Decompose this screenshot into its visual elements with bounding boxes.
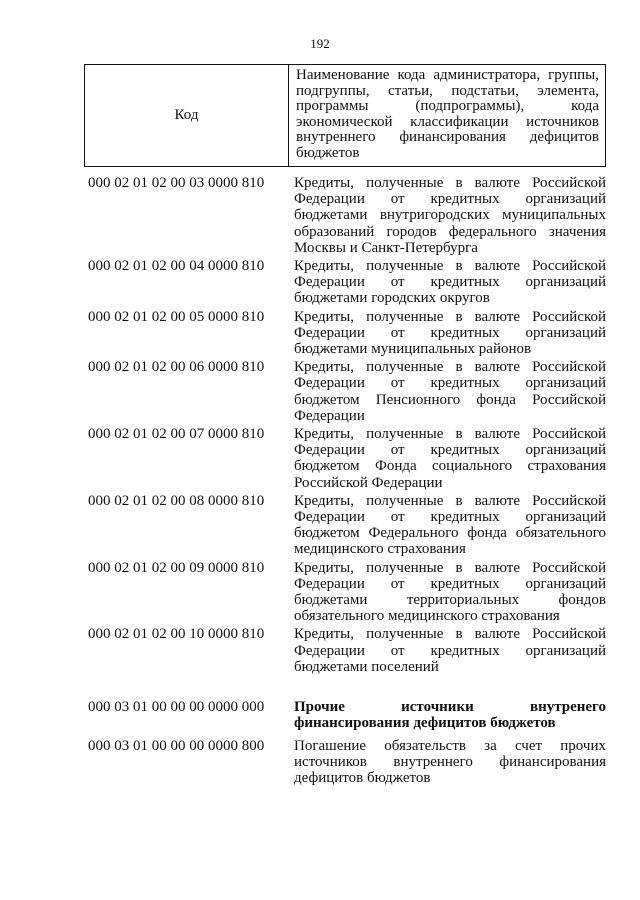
- table-row: [84, 426, 606, 491]
- row-name: Кредиты, полученные в валюте Российской Федерации от кредитных организаций бюджетом Фонда социального страхования Российской Федерации: [294, 426, 606, 491]
- row-name: Кредиты, полученные в валюте Российской Федерации от кредитных организаций бюджетами городских округов: [294, 258, 606, 307]
- table-row: [84, 699, 606, 731]
- row-name: Кредиты, полученные в валюте Российской Федерации от кредитных организаций бюджетами внутригородских муниципальных образований городов федерального значения Москвы и Санкт-Петербурга: [294, 175, 606, 256]
- row-code: 000 03 01 00 00 00 0000 800: [88, 737, 265, 754]
- row-code: 000 02 01 02 00 10 0000 810: [88, 626, 265, 643]
- page-number: 192: [310, 36, 330, 51]
- table-row: [84, 309, 606, 358]
- row-name: Кредиты, полученные в валюте Российской Федерации от кредитных организаций бюджетами поселений: [294, 626, 606, 675]
- table-row: [84, 493, 606, 558]
- table-row: [84, 738, 606, 787]
- table-row: [84, 175, 606, 256]
- row-name: Кредиты, полученные в валюте Российской Федерации от кредитных организаций бюджетом Федерального фонда обязательного медицинского страхования: [294, 492, 606, 558]
- row-code: 000 02 01 02 00 05 0000 810: [88, 308, 265, 325]
- table-row: [84, 626, 606, 675]
- row-code: 000 02 01 02 00 03 0000 810: [88, 175, 265, 191]
- row-code: 000 02 01 02 00 04 0000 810: [88, 258, 265, 275]
- row-name: Кредиты, полученные в валюте Российской Федерации от кредитных организаций бюджетами муниципальных районов: [294, 308, 606, 358]
- row-name: Кредиты, полученные в валюте Российской Федерации от кредитных организаций бюджетом Пенсионного фонда Российской Федерации: [294, 359, 606, 424]
- row-code: 000 02 01 02 00 09 0000 810: [88, 559, 265, 576]
- row-name: Погашение обязательств за счет прочих источников внутреннего финансирования дефицитов бюджетов: [294, 737, 606, 786]
- header-name: Наименование кода администратора, группы, подгруппы, статьи, подстатьи, элемента, программы (подпрограммы), кода экономической классификации источников внутреннего финансирования дефицитов бюджетов: [296, 67, 599, 161]
- header-code: Код: [85, 65, 289, 166]
- row-code: 000 03 01 00 00 00 0000 000: [88, 699, 265, 716]
- row-code: 000 02 01 02 00 08 0000 810: [88, 492, 265, 509]
- row-code: 000 02 01 02 00 07 0000 810: [88, 426, 265, 443]
- table-row: [84, 560, 606, 625]
- table-row: [84, 258, 606, 307]
- classification-table: [84, 64, 606, 786]
- row-name: Прочие источники внутренего финансирования дефицитов бюджетов: [294, 699, 606, 732]
- row-code: 000 02 01 02 00 06 0000 810: [88, 359, 265, 376]
- row-name: Кредиты, полученные в валюте Российской Федерации от кредитных организаций бюджетами территориальных фондов обязательного медицинского страхования: [294, 559, 606, 625]
- table-row: [84, 359, 606, 424]
- table-header: [84, 64, 606, 167]
